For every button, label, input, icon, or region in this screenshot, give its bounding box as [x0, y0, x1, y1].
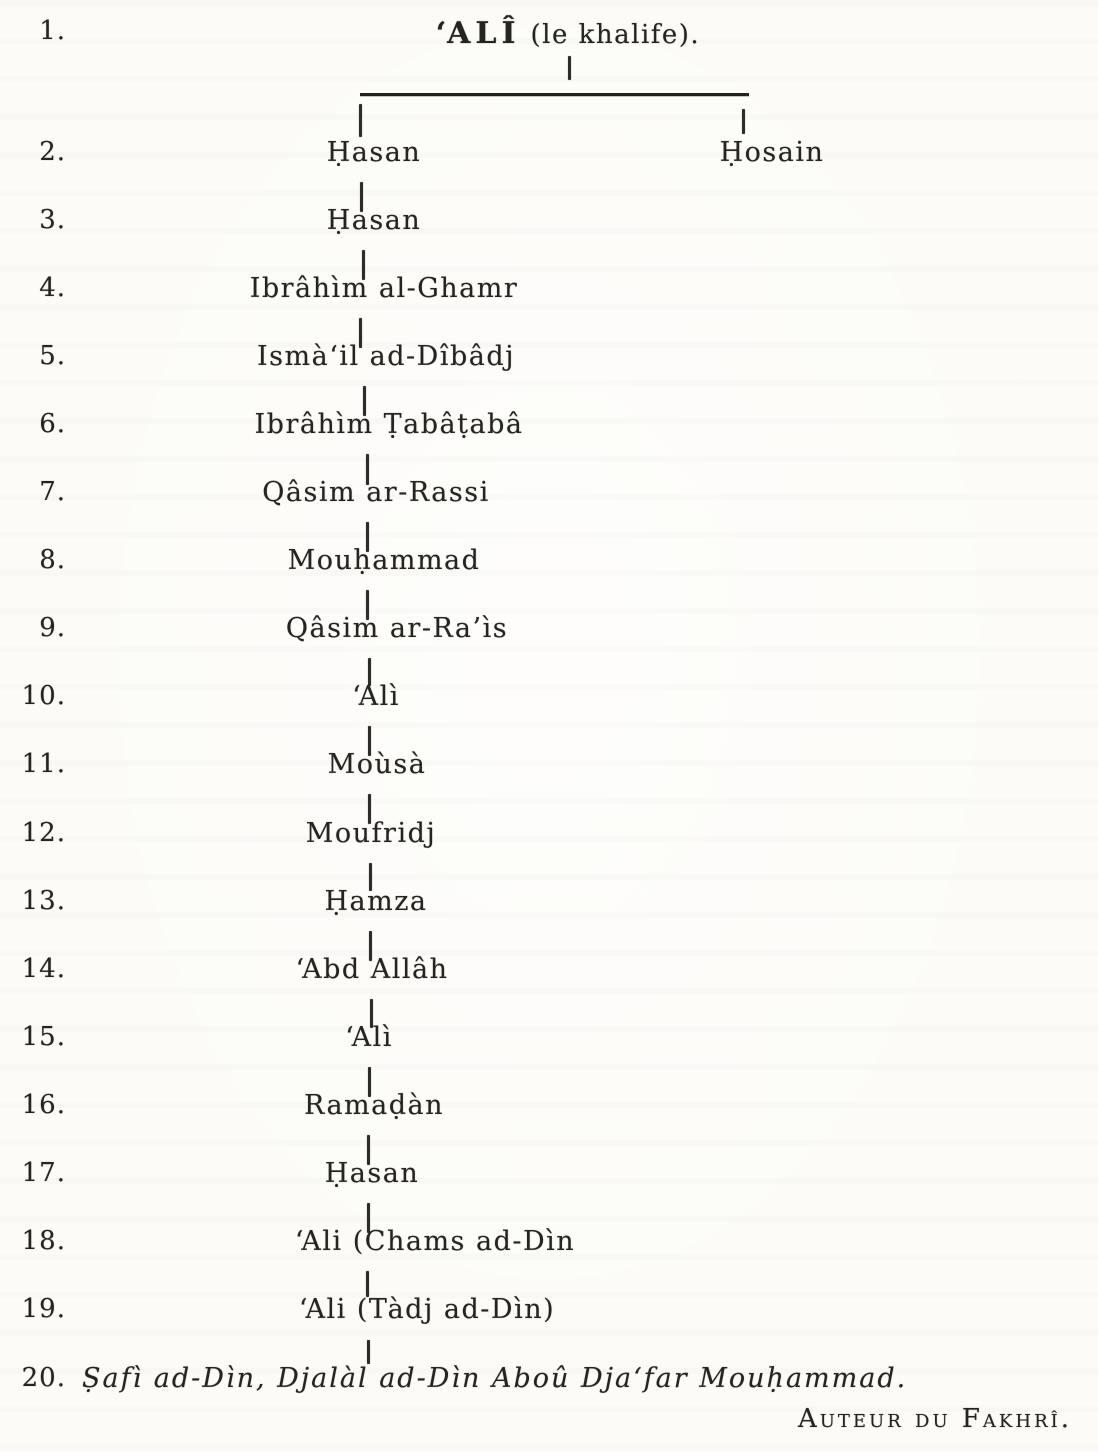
generation-row-17 [0, 1158, 1098, 1196]
generation-row-14 [0, 954, 1098, 992]
generation-number: 18. [21, 1226, 66, 1256]
person-name: ‘Alì [345, 1022, 393, 1053]
generation-number: 16. [21, 1090, 66, 1120]
person-name: Moufridj [305, 818, 437, 849]
person-name: Moùsà [327, 749, 427, 780]
root-person-name: ‘ALÎ [435, 16, 521, 51]
generation-row-1 [0, 16, 1098, 54]
generation-row-12 [0, 818, 1098, 856]
person-name: Ramaḍàn [303, 1090, 445, 1121]
person-name: ‘Ali (Tàdj ad-Dìn) [298, 1294, 556, 1325]
generation-row-13 [0, 886, 1098, 924]
person-name: ‘Ali (Chams ad-Dìn [294, 1226, 576, 1257]
person-name: Ṣafì ad-Dìn, Djalàl ad-Dìn Aboû Dja‘far Mouḥammad. [82, 1363, 908, 1394]
generation-number: 10. [21, 681, 66, 711]
generation-row-8 [0, 545, 1098, 583]
person-name: Qâsim ar-Rassi [262, 477, 490, 508]
generation-number: 4. [39, 273, 66, 303]
generation-number: 9. [39, 613, 66, 643]
person-name: Ibrâhìm al-Ghamr [249, 273, 519, 304]
generation-row-4 [0, 273, 1098, 311]
person-name: Ḥasan [324, 1158, 420, 1189]
generation-row-5 [0, 341, 1098, 379]
branch-crossbar-line [360, 93, 749, 96]
branch-line-left [359, 104, 362, 137]
person-name: Qâsim ar-Ra’ìs [285, 613, 509, 644]
generation-number: 17. [21, 1158, 66, 1188]
person-name: Ḥamza [324, 886, 428, 917]
generation-row-20 [0, 1363, 1098, 1401]
generation-number: 1. [39, 16, 66, 46]
generation-row-15 [0, 1022, 1098, 1060]
generation-row-19 [0, 1294, 1098, 1332]
generation-number: 15. [21, 1022, 66, 1052]
generation-row-10 [0, 681, 1098, 719]
root-person-qualifier: (le khalife). [530, 20, 701, 50]
generation-row-3 [0, 205, 1098, 243]
person-name-left-branch: Ḥasan [326, 137, 422, 168]
generation-number: 13. [21, 886, 66, 916]
generation-row-6 [0, 409, 1098, 447]
generation-row-16 [0, 1090, 1098, 1128]
generation-number: 5. [39, 341, 66, 371]
person-name: Ḥasan [326, 205, 422, 236]
person-name: Ismà‘il ad-Dîbâdj [257, 341, 515, 372]
author-credit: Auteur du Fakhrî. [797, 1404, 1072, 1434]
generation-row-2 [0, 137, 1098, 175]
generation-row-9 [0, 613, 1098, 651]
generation-number: 20. [21, 1363, 66, 1393]
person-name: Mouḥammad [287, 545, 481, 576]
generation-number: 7. [39, 477, 66, 507]
generation-number: 14. [21, 954, 66, 984]
generation-number: 2. [39, 137, 66, 167]
generation-number: 12. [21, 818, 66, 848]
generation-number: 19. [21, 1294, 66, 1324]
person-name: Ibrâhìm Ṭabâṭabâ [254, 409, 524, 440]
generation-number: 11. [21, 749, 66, 779]
generation-number: 8. [39, 545, 66, 575]
branch-line-right [742, 109, 745, 134]
generation-row-11 [0, 749, 1098, 787]
person-name: ‘Abd Allâh [295, 954, 449, 985]
person-name: ‘Alì [352, 681, 400, 712]
root-person [436, 16, 700, 51]
generation-number: 6. [39, 409, 66, 439]
connector-line [568, 56, 571, 80]
generation-row-7 [0, 477, 1098, 515]
connector-line [367, 1340, 370, 1364]
generation-row-18 [0, 1226, 1098, 1264]
generation-number: 3. [39, 205, 66, 235]
person-name-right-branch: Ḥosain [719, 137, 825, 168]
